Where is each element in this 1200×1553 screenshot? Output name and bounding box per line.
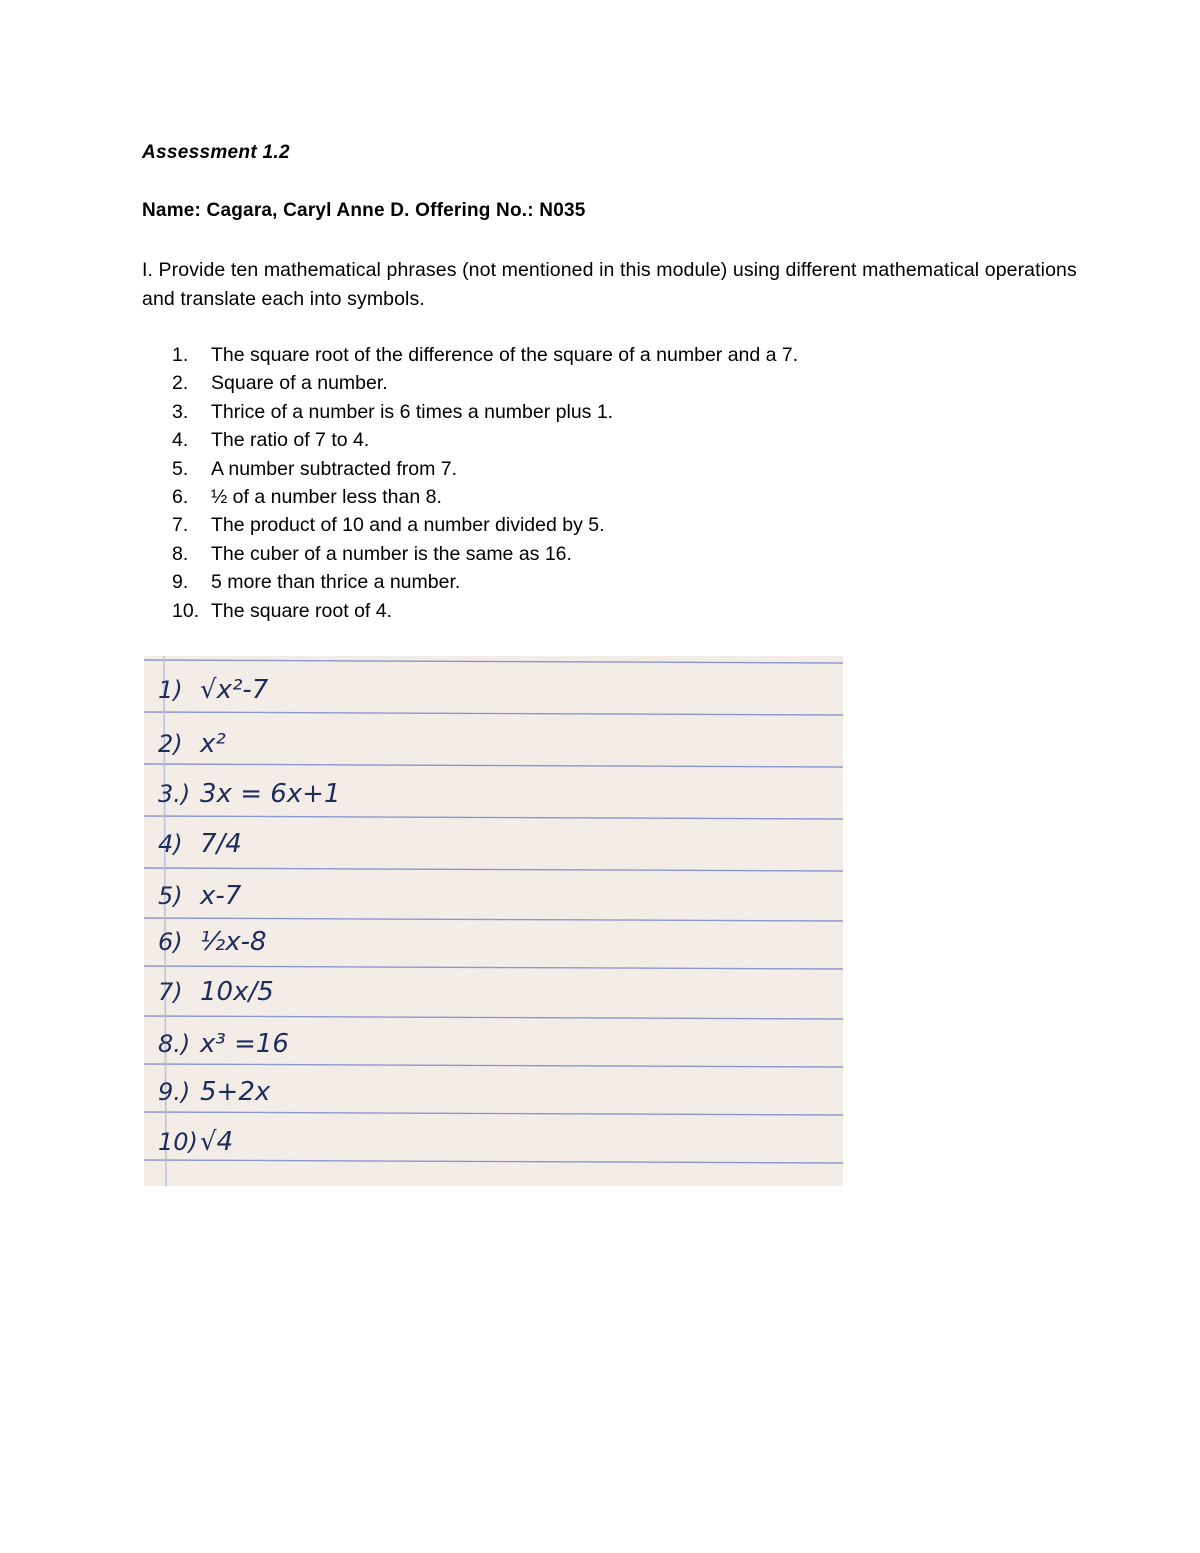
item-text: ½ of a number less than 8.: [211, 486, 442, 509]
item-number: 4.: [172, 429, 189, 452]
answer-expression: 10x/5: [200, 977, 274, 1007]
item-number: 6.: [172, 486, 189, 509]
item-number: 2.: [172, 372, 189, 395]
handwritten-answers-photo: [144, 656, 843, 1186]
answer-label: 4): [158, 830, 183, 858]
item-number: 5.: [172, 457, 189, 480]
answer-expression: x³ =16: [200, 1029, 289, 1059]
item-number: 3.: [172, 400, 189, 423]
item-text: The product of 10 and a number divided by 5.: [211, 514, 605, 537]
answer-label: 8.): [158, 1030, 191, 1058]
item-number: 9.: [172, 571, 189, 594]
answer-expression: √4: [200, 1127, 234, 1157]
item-text: The square root of 4.: [211, 599, 393, 622]
answer-label: 6): [158, 928, 183, 956]
answer-label: 2): [158, 730, 183, 758]
answer-label: 7): [158, 978, 183, 1006]
answer-expression: 7/4: [200, 829, 242, 859]
item-text: The cuber of a number is the same as 16.: [211, 542, 572, 565]
answer-expression: x-7: [200, 881, 242, 911]
item-number: 10.: [172, 599, 200, 622]
item-text: The square root of the difference of the square of a number and a 7.: [211, 344, 799, 366]
phrase-list: [172, 341, 798, 625]
list-item: [172, 426, 798, 454]
list-item: [172, 568, 798, 596]
answer-expression: √x²-7: [200, 675, 269, 705]
answer-label: 5): [158, 882, 183, 910]
item-text: A number subtracted from 7.: [211, 457, 458, 480]
answer-label: 1): [158, 676, 183, 704]
answer-expression: 3x = 6x+1: [200, 779, 341, 809]
answer-expression: ½x-8: [200, 927, 267, 957]
answer-label: 10): [158, 1128, 198, 1156]
item-text: 5 more than thrice a number.: [211, 571, 461, 594]
list-item: [172, 455, 798, 483]
item-text: The ratio of 7 to 4.: [211, 429, 370, 452]
item-text: Square of a number.: [211, 372, 388, 395]
assessment-title: Assessment 1.2: [142, 142, 290, 163]
list-item: [172, 540, 798, 568]
list-item: [172, 511, 798, 539]
list-item: [172, 483, 798, 511]
list-item: [172, 597, 798, 625]
item-number: 8.: [172, 542, 189, 565]
list-item: [172, 341, 798, 369]
answer-expression: x²: [200, 729, 226, 759]
list-item: [172, 398, 798, 426]
item-number: 7.: [172, 514, 189, 537]
instruction-text: I. Provide ten mathematical phrases (not mentioned in this module) using different mathematical operations and translate each into symbols.: [142, 259, 1077, 310]
answer-expression: 5+2x: [200, 1077, 271, 1107]
item-text: Thrice of a number is 6 times a number plus 1.: [211, 400, 614, 423]
answer-label: 9.): [158, 1078, 191, 1106]
item-number: 1.: [172, 344, 189, 366]
list-item: [172, 369, 798, 397]
answer-label: 3.): [158, 780, 191, 808]
student-name-line: Name: Cagara, Caryl Anne D. Offering No.: N035: [142, 200, 586, 221]
